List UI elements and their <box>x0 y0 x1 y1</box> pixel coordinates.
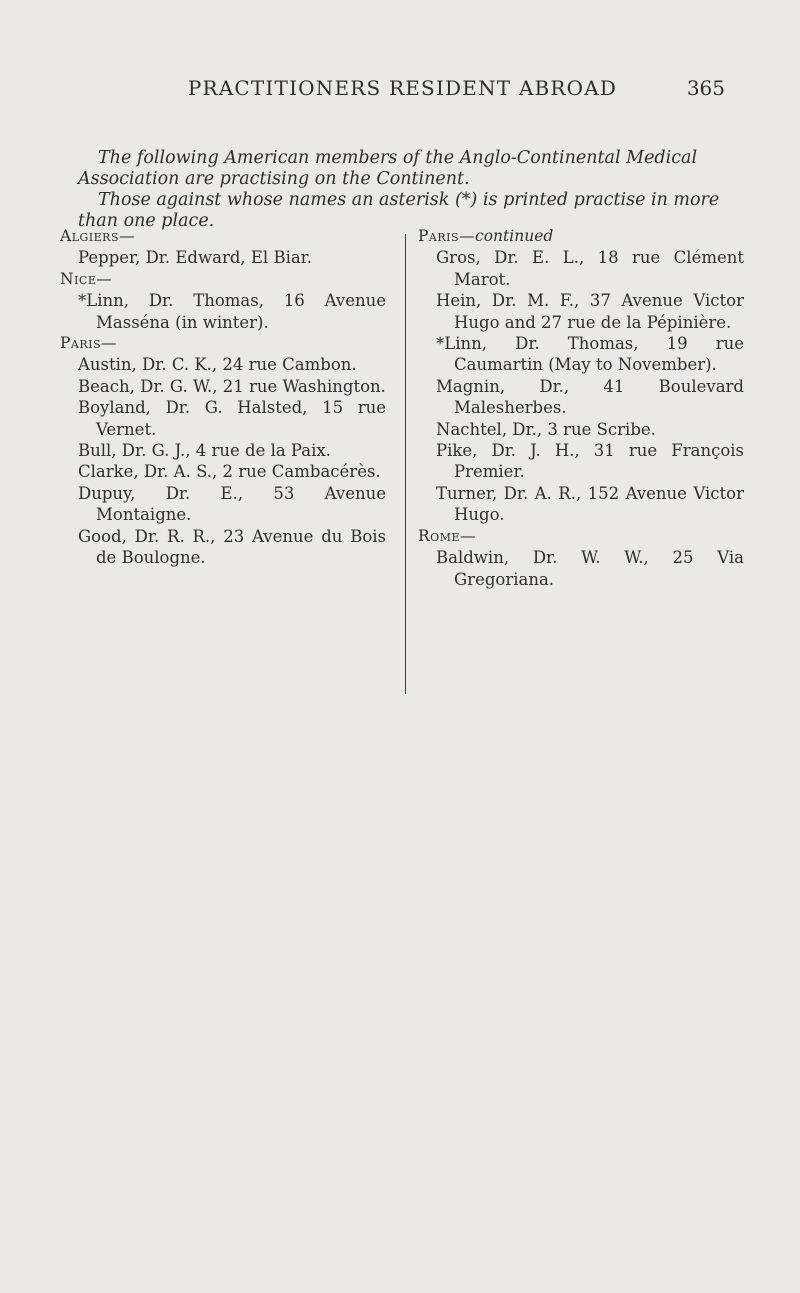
list-item: Gros, Dr. E. L., 18 rue Clément Marot. <box>436 248 744 289</box>
list-item: Good, Dr. R. R., 23 Avenue du Bois de Boulogne. <box>78 526 386 568</box>
continued-label: continued <box>475 227 554 245</box>
list-item: Beach, Dr. G. W., 21 rue Washington. <box>78 376 386 396</box>
running-title: PRACTITIONERS RESIDENT ABROAD <box>187 76 618 100</box>
left-column <box>60 226 386 569</box>
list-item: Hein, Dr. M. F., 37 Avenue Victor Hugo and 27 rue de la Pépinière. <box>436 291 744 332</box>
list-item: Turner, Dr. A. R., 152 Avenue Victor Hugo. <box>436 483 744 525</box>
asterisk-note: Those against whose names an asterisk (*) is printed practise in more than one place. <box>78 190 720 231</box>
list-item: *Linn, Dr. Thomas, 19 rue Caumartin (May to November). <box>436 334 744 375</box>
running-head <box>80 70 725 104</box>
list-item: Baldwin, Dr. W. W., 25 Via Gregoriana. <box>436 548 744 589</box>
list-item: Clarke, Dr. A. S., 2 rue Cambacérès. <box>78 462 381 482</box>
list-item: Bull, Dr. G. J., 4 rue de la Paix. <box>78 441 331 461</box>
list-item: Dupuy, Dr. E., 53 Avenue Montaigne. <box>78 483 386 525</box>
listing-columns <box>60 226 746 696</box>
section-heading-rome: Rome— <box>418 526 476 545</box>
list-item: Austin, Dr. C. K., 24 rue Cambon. <box>78 355 357 375</box>
list-item: Pepper, Dr. Edward, El Biar. <box>78 248 313 268</box>
section-heading-nice: Nice— <box>60 269 113 288</box>
intro-paragraph <box>78 148 738 232</box>
column-divider <box>405 234 406 694</box>
intro-statement: The following American members of the Anglo-Continental Medical Association are practising on the Continent. <box>78 148 698 189</box>
section-heading-algiers: Algiers— <box>60 227 135 245</box>
list-item: Nachtel, Dr., 3 rue Scribe. <box>436 419 656 439</box>
list-item: Magnin, Dr., 41 Boulevard Malesherbes. <box>436 376 744 418</box>
list-item: *Linn, Dr. Thomas, 16 Avenue Masséna (in winter). <box>78 291 386 332</box>
page-number: 365 <box>686 76 725 100</box>
right-column <box>418 226 744 590</box>
paris-heading-text: Paris— <box>418 227 476 245</box>
section-heading-paris-continued <box>418 226 744 247</box>
list-item: Pike, Dr. J. H., 31 rue François Premier. <box>436 441 744 482</box>
list-item: Boyland, Dr. G. Halsted, 15 rue Vernet. <box>78 398 386 439</box>
section-heading-paris: Paris— <box>60 334 118 353</box>
